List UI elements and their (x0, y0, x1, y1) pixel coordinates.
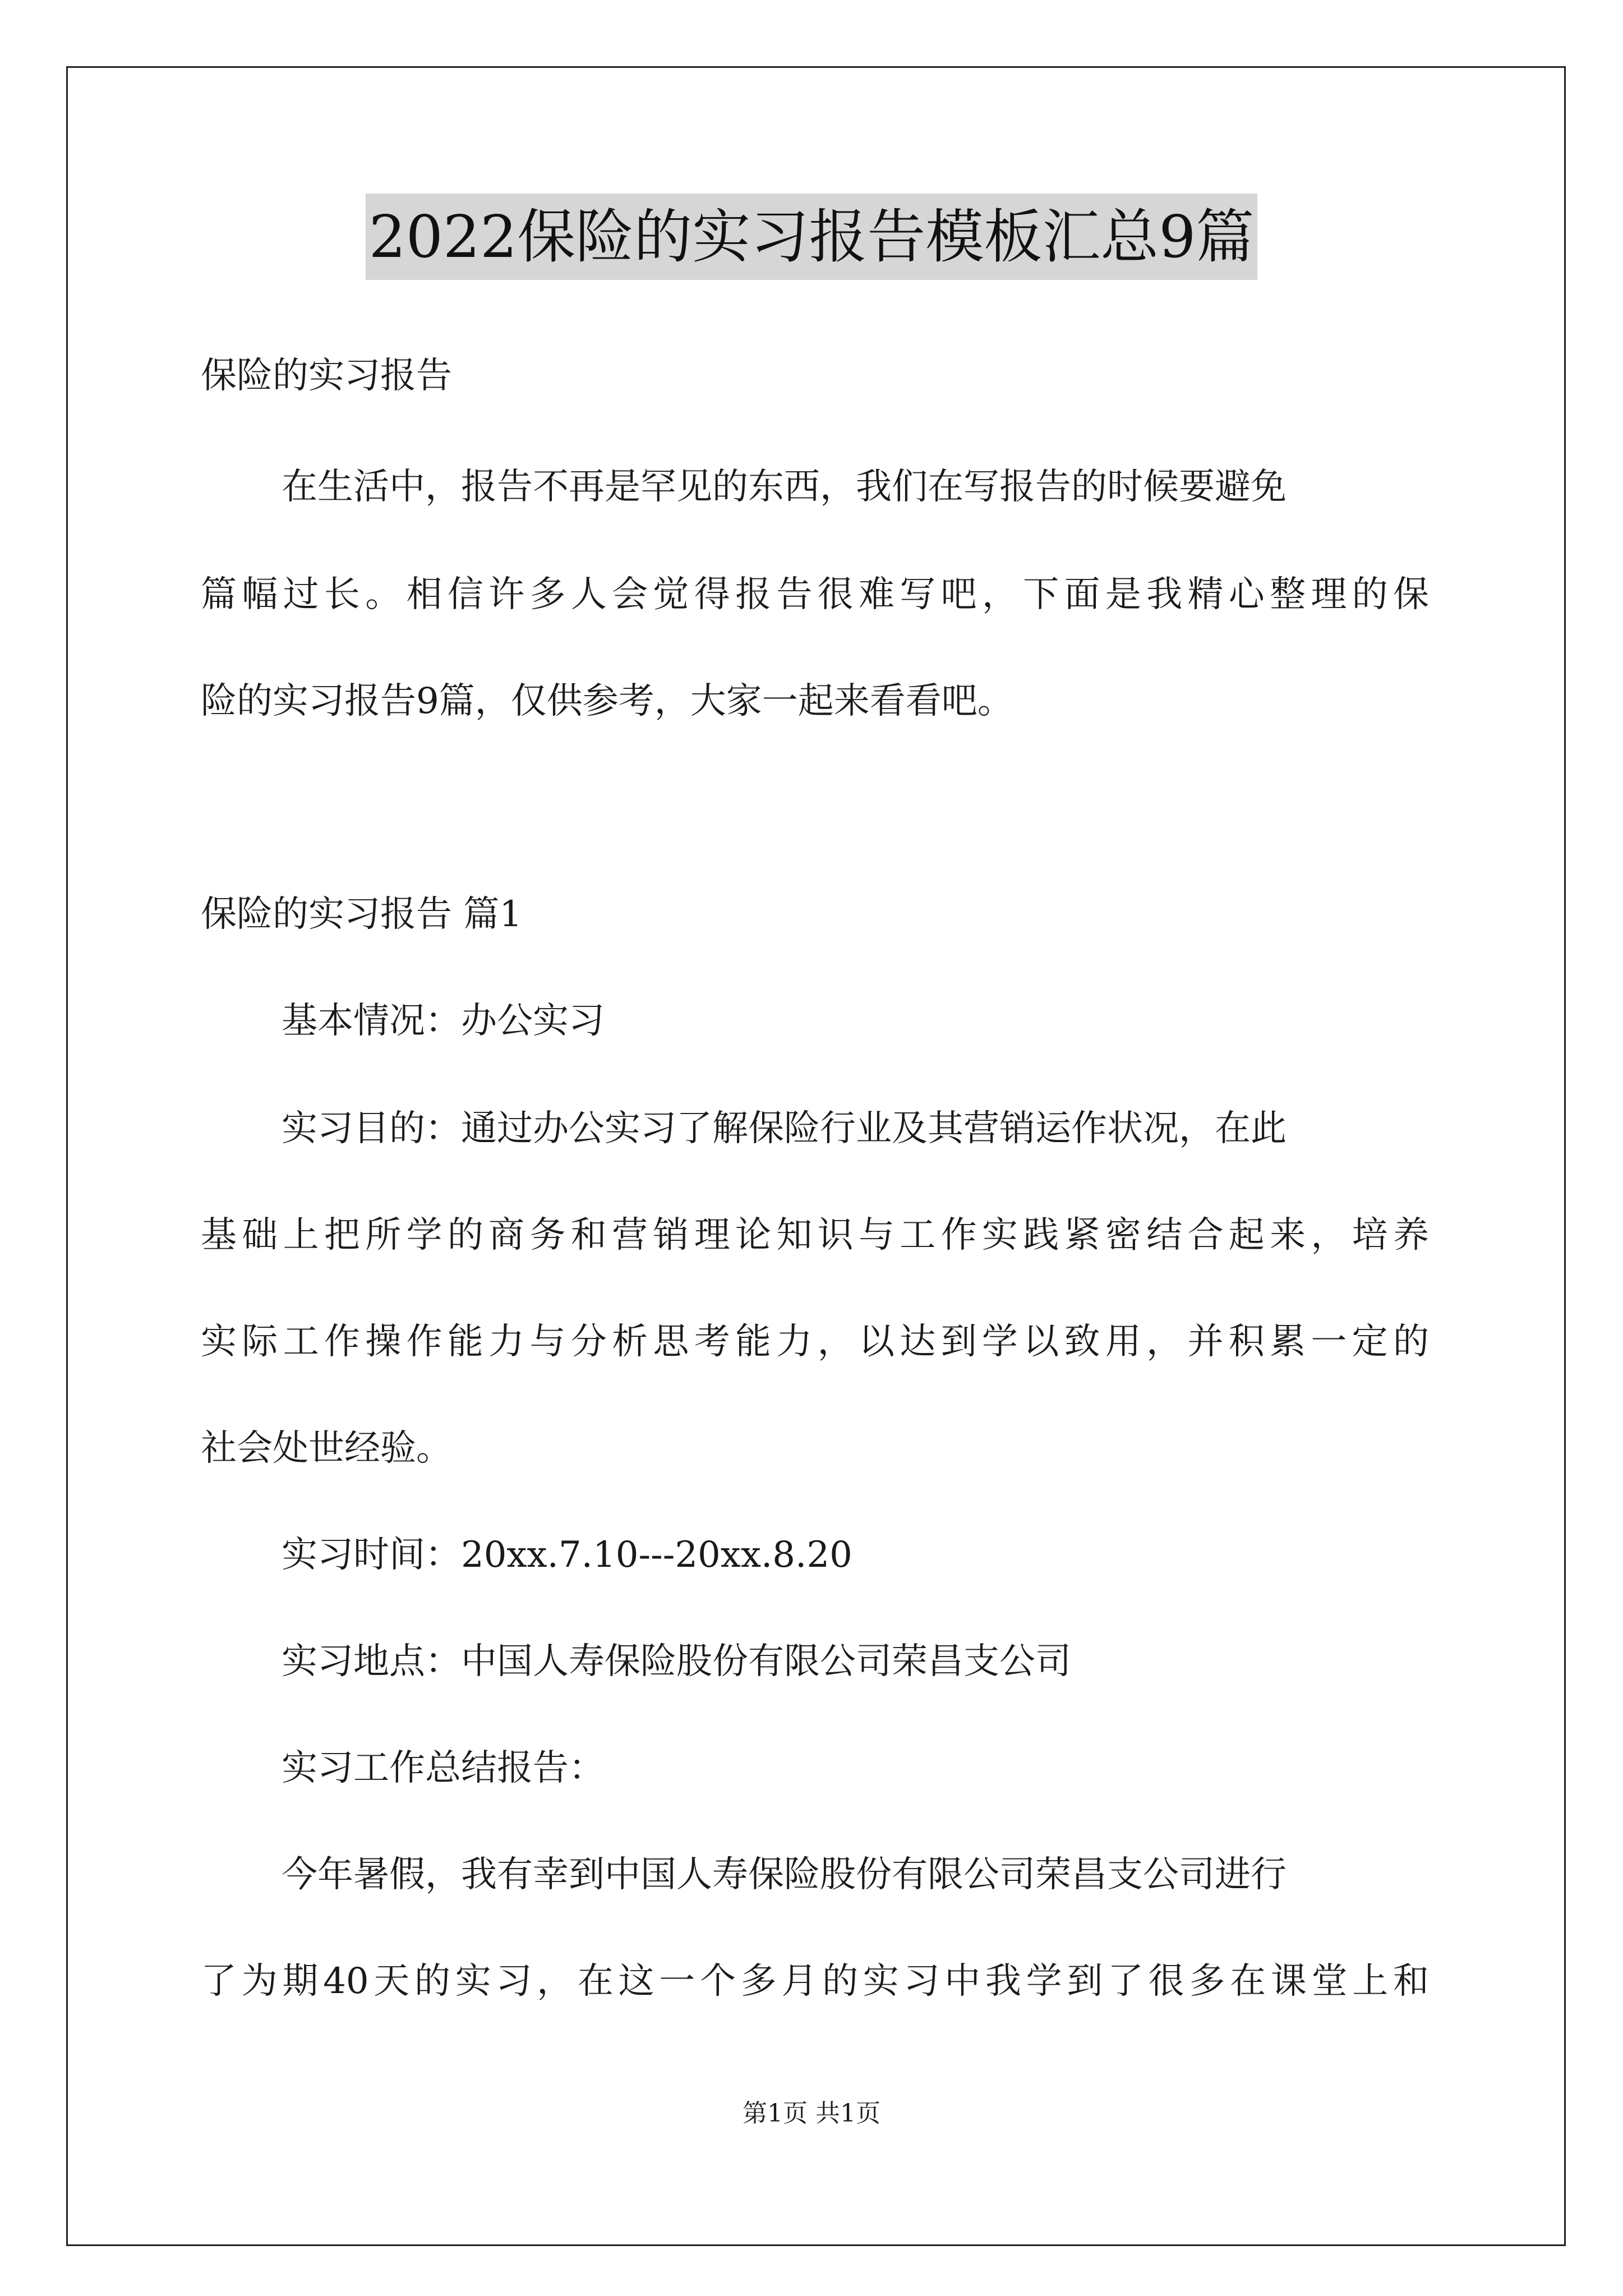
paragraph-line: 在生活中，报告不再是罕见的东西，我们在写报告的时候要避免 (282, 466, 1287, 508)
section-heading: 保险的实习报告 (201, 355, 452, 397)
paragraph-line: 实际工作操作能力与分析思考能力，以达到学以致用，并积累一定的 (201, 1321, 1429, 1363)
paragraph-line: 基础上把所学的商务和营销理论知识与工作实践紧密结合起来，培养 (201, 1214, 1429, 1256)
paragraph-line: 实习地点：中国人寿保险股份有限公司荣昌支公司 (282, 1641, 1071, 1682)
page-footer: 第1页 共1页 (743, 2099, 880, 2128)
paragraph-line: 实习目的：通过办公实习了解保险行业及其营销运作状况，在此 (282, 1108, 1287, 1149)
paragraph-line: 实习工作总结报告： (282, 1747, 605, 1789)
title-container (0, 194, 1623, 280)
document-title: 2022保险的实习报告模板汇总9篇 (366, 194, 1258, 280)
paragraph-line: 今年暑假，我有幸到中国人寿保险股份有限公司荣昌支公司进行 (282, 1854, 1287, 1895)
paragraph-line: 险的实习报告9篇，仅供参考，大家一起来看看吧。 (201, 680, 1013, 722)
paragraph-line: 基本情况：办公实习 (282, 1000, 605, 1042)
paragraph-line: 篇幅过长。相信许多人会觉得报告很难写吧，下面是我精心整理的保 (201, 574, 1429, 615)
paragraph-line: 实习时间：20xx.7.10---20xx.8.20 (282, 1534, 852, 1576)
paragraph-line: 了为期40天的实习，在这一个多月的实习中我学到了很多在课堂上和 (201, 1961, 1429, 2002)
paragraph-line: 社会处世经验。 (201, 1428, 452, 1469)
chapter-heading: 保险的实习报告 篇1 (201, 894, 523, 935)
